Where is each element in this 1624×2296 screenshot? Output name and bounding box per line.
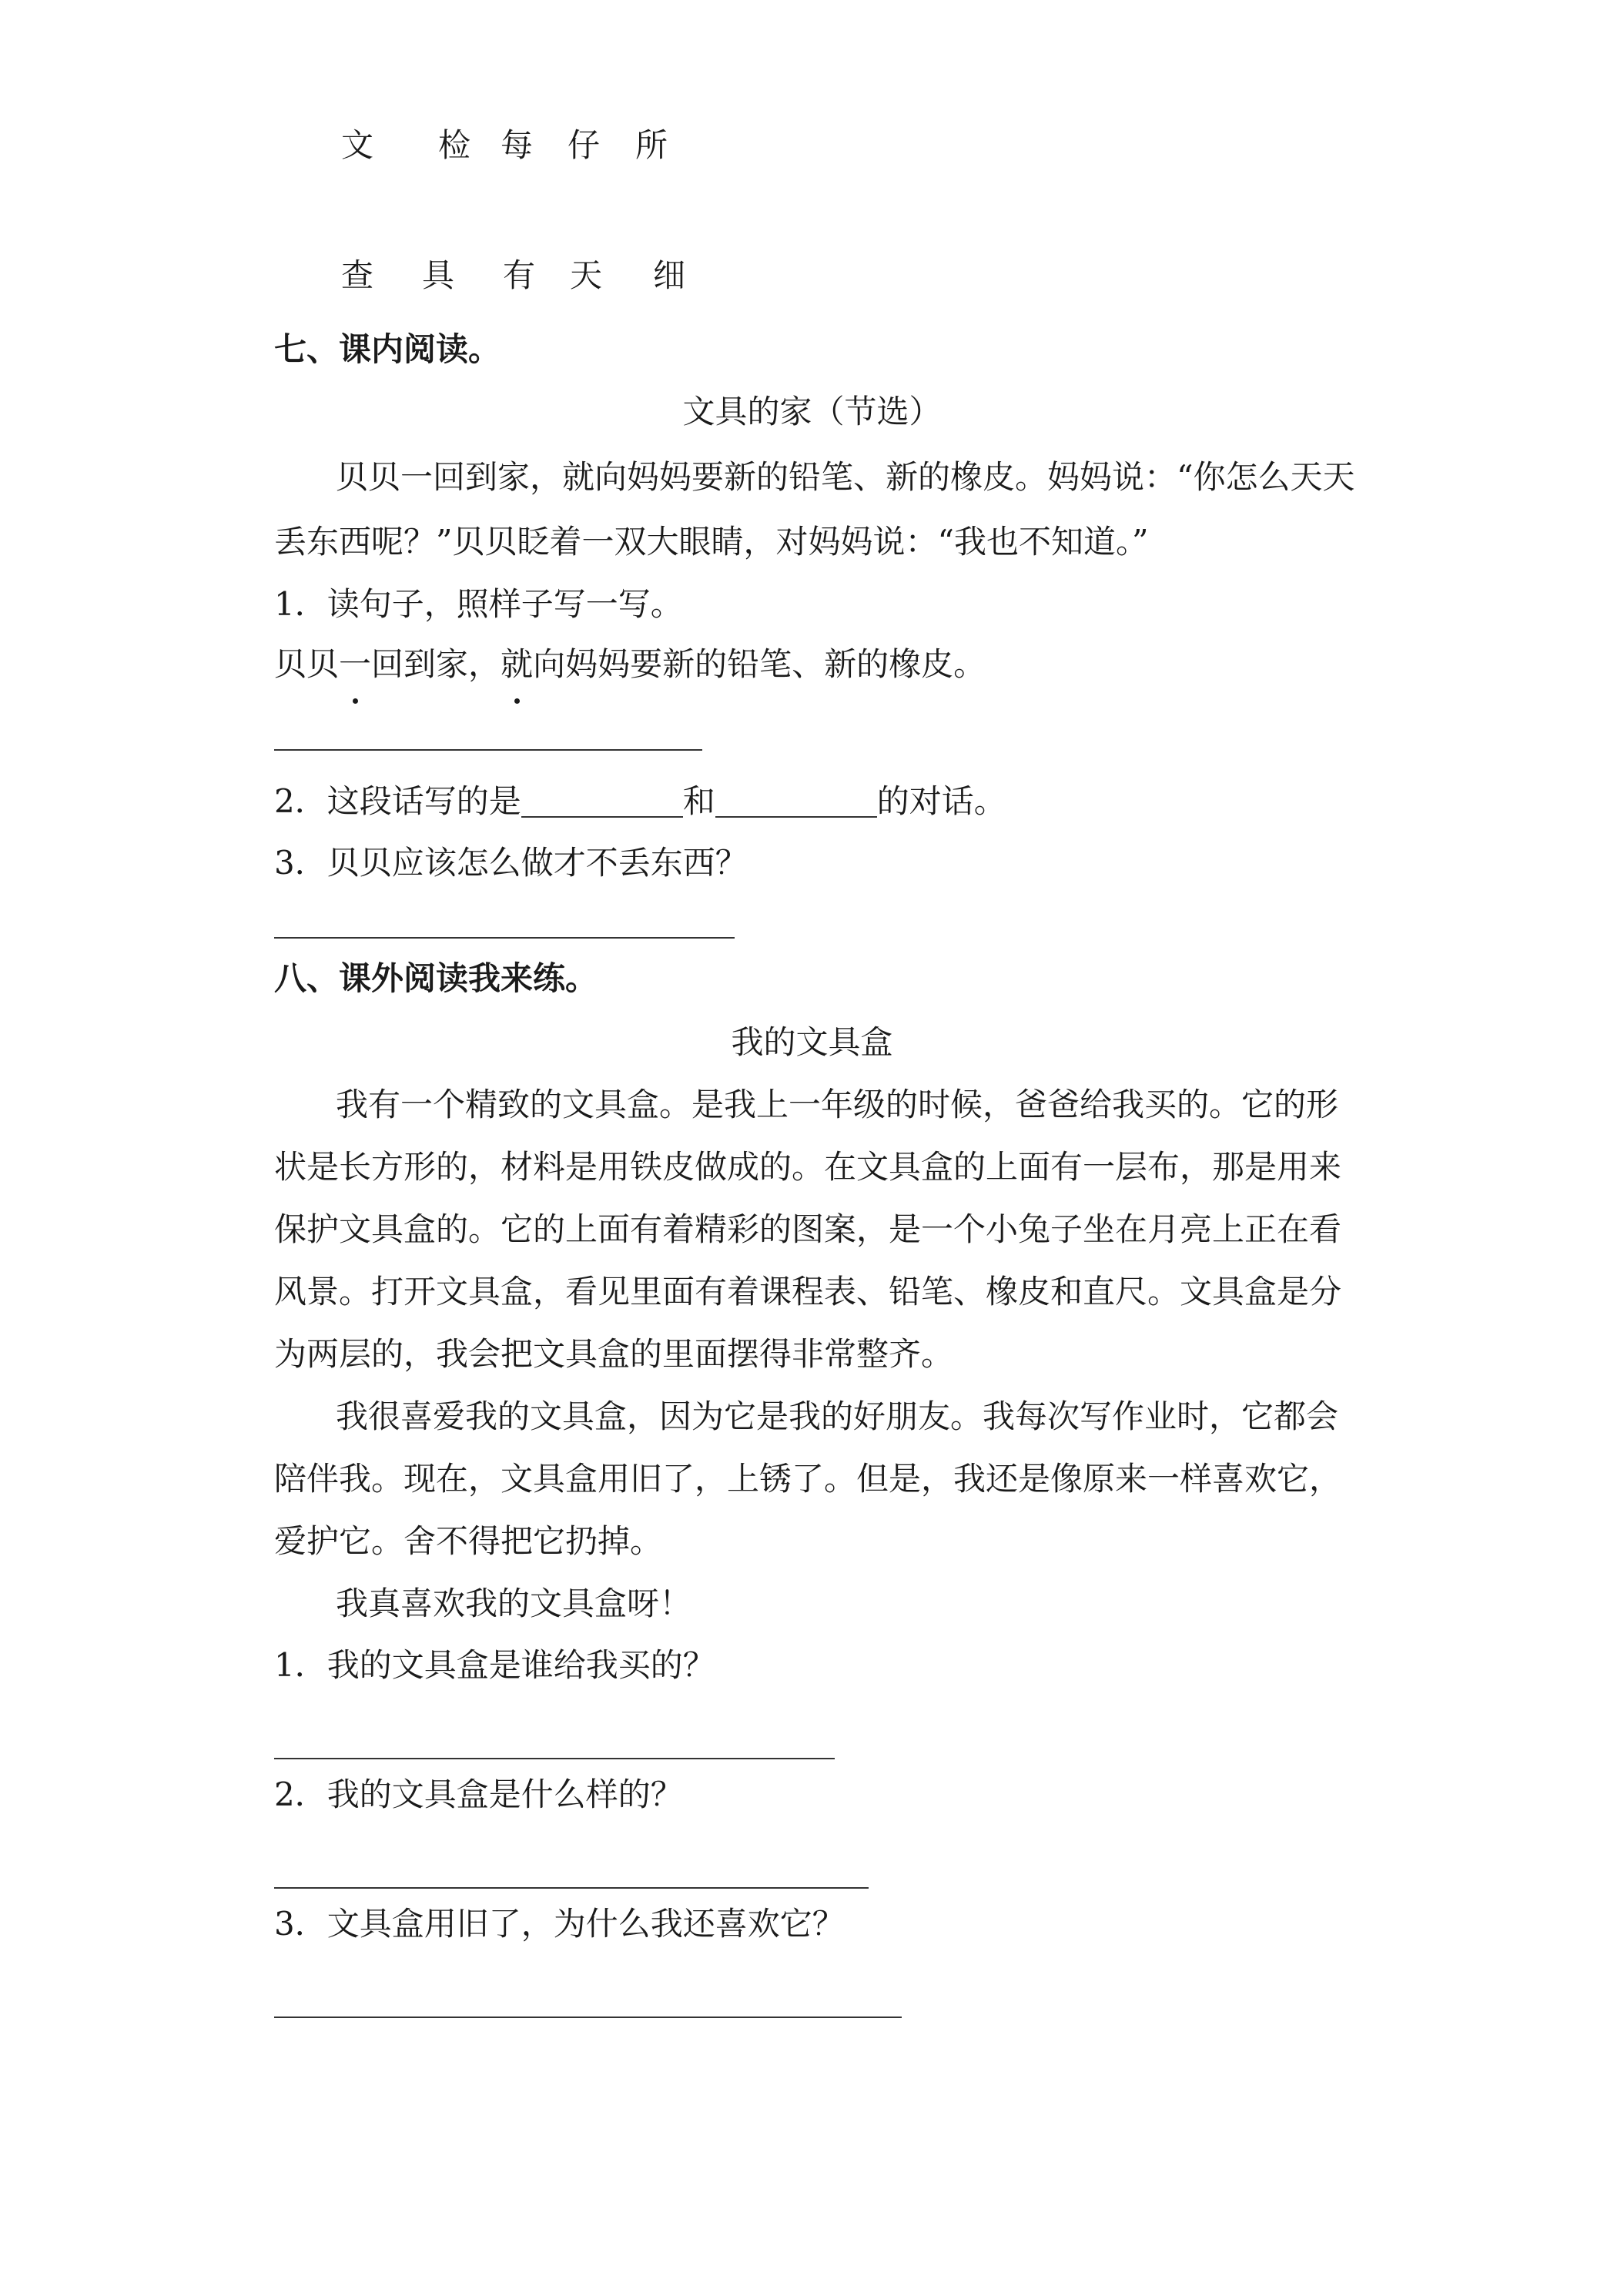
fill-blank[interactable]: [715, 785, 877, 818]
section8-question-2: 2．我的文具盒是什么样的？: [274, 1776, 683, 1813]
answer-line[interactable]: [274, 2017, 902, 2018]
example-part: 向妈妈要新的铅笔、新的橡皮。: [533, 645, 986, 683]
answer-line[interactable]: [274, 749, 702, 751]
section8-passage-line: 我真喜欢我的文具盒呀！: [336, 1585, 692, 1622]
answer-line[interactable]: [274, 1758, 835, 1759]
answer-line[interactable]: [274, 1887, 869, 1889]
question-text: 和: [682, 782, 715, 820]
section8-heading: 八、课外阅读我来练。: [274, 959, 598, 997]
word-grid-char: 所: [635, 126, 668, 164]
section7-question-3: 3．贝贝应该怎么做才不丢东西？: [274, 844, 748, 882]
example-part: 贝贝: [274, 645, 340, 683]
section8-passage-line: 我很喜爱我的文具盒，因为它是我的好朋友。我每次写作业时，它都会: [336, 1397, 1339, 1435]
word-grid-char: 天: [570, 256, 603, 294]
section7-passage-title: 文具的家（节选）: [682, 393, 942, 430]
fill-blank[interactable]: [521, 785, 683, 818]
section7-question-1: 1．读句子，照样子写一写。: [274, 585, 683, 623]
answer-line[interactable]: [274, 937, 735, 939]
example-sentence: [274, 645, 986, 683]
word-grid-char: 文: [341, 126, 374, 164]
section7-heading: 七、课内阅读。: [274, 330, 501, 368]
section8-passage-line: 陪伴我。现在，文具盒用旧了，上锈了。但是，我还是像原来一样喜欢它，: [274, 1460, 1342, 1498]
example-part: 回到家，: [371, 645, 501, 683]
section8-passage-line: 保护文具盒的。它的上面有着精彩的图案，是一个小兔子坐在月亮上正在看: [274, 1210, 1342, 1248]
section8-passage-line: 为两层的，我会把文具盒的里面摆得非常整齐。: [274, 1335, 954, 1373]
word-grid-char: 具: [422, 256, 455, 294]
question-text: 的对话。: [876, 782, 1006, 820]
section8-question-1: 1．我的文具盒是谁给我买的？: [274, 1646, 715, 1684]
section7-passage-line: 丢东西呢？”贝贝眨着一双大眼睛，对妈妈说：“我也不知道。”: [274, 523, 1149, 561]
word-grid-char: 查: [341, 256, 374, 294]
section8-passage-line: 我有一个精致的文具盒。是我上一年级的时候，爸爸给我买的。它的形: [336, 1086, 1339, 1123]
section8-question-3: 3．文具盒用旧了，为什么我还喜欢它？: [274, 1905, 845, 1943]
emphasis-dot-char: 一: [339, 645, 372, 683]
section8-passage-line: 风景。打开文具盒，看见里面有着课程表、铅笔、橡皮和直尺。文具盒是分: [274, 1273, 1342, 1310]
section7-question-2: [274, 782, 1006, 820]
section8-passage-line: 状是长方形的，材料是用铁皮做成的。在文具盒的上面有一层布，那是用来: [274, 1148, 1342, 1186]
word-grid-char: 检: [438, 126, 471, 164]
section8-passage-title: 我的文具盒: [731, 1023, 893, 1061]
emphasis-dot-char: 就: [501, 645, 534, 683]
section8-passage-line: 爱护它。舍不得把它扔掉。: [274, 1522, 663, 1560]
word-grid-char: 细: [653, 256, 686, 294]
question-text: 2．这段话写的是: [274, 782, 521, 820]
section7-passage-line: 贝贝一回到家，就向妈妈要新的铅笔、新的橡皮。妈妈说：“你怎么天天: [336, 458, 1355, 496]
word-grid-char: 仔: [568, 126, 601, 164]
word-grid-char: 每: [501, 126, 534, 164]
word-grid-char: 有: [503, 256, 536, 294]
